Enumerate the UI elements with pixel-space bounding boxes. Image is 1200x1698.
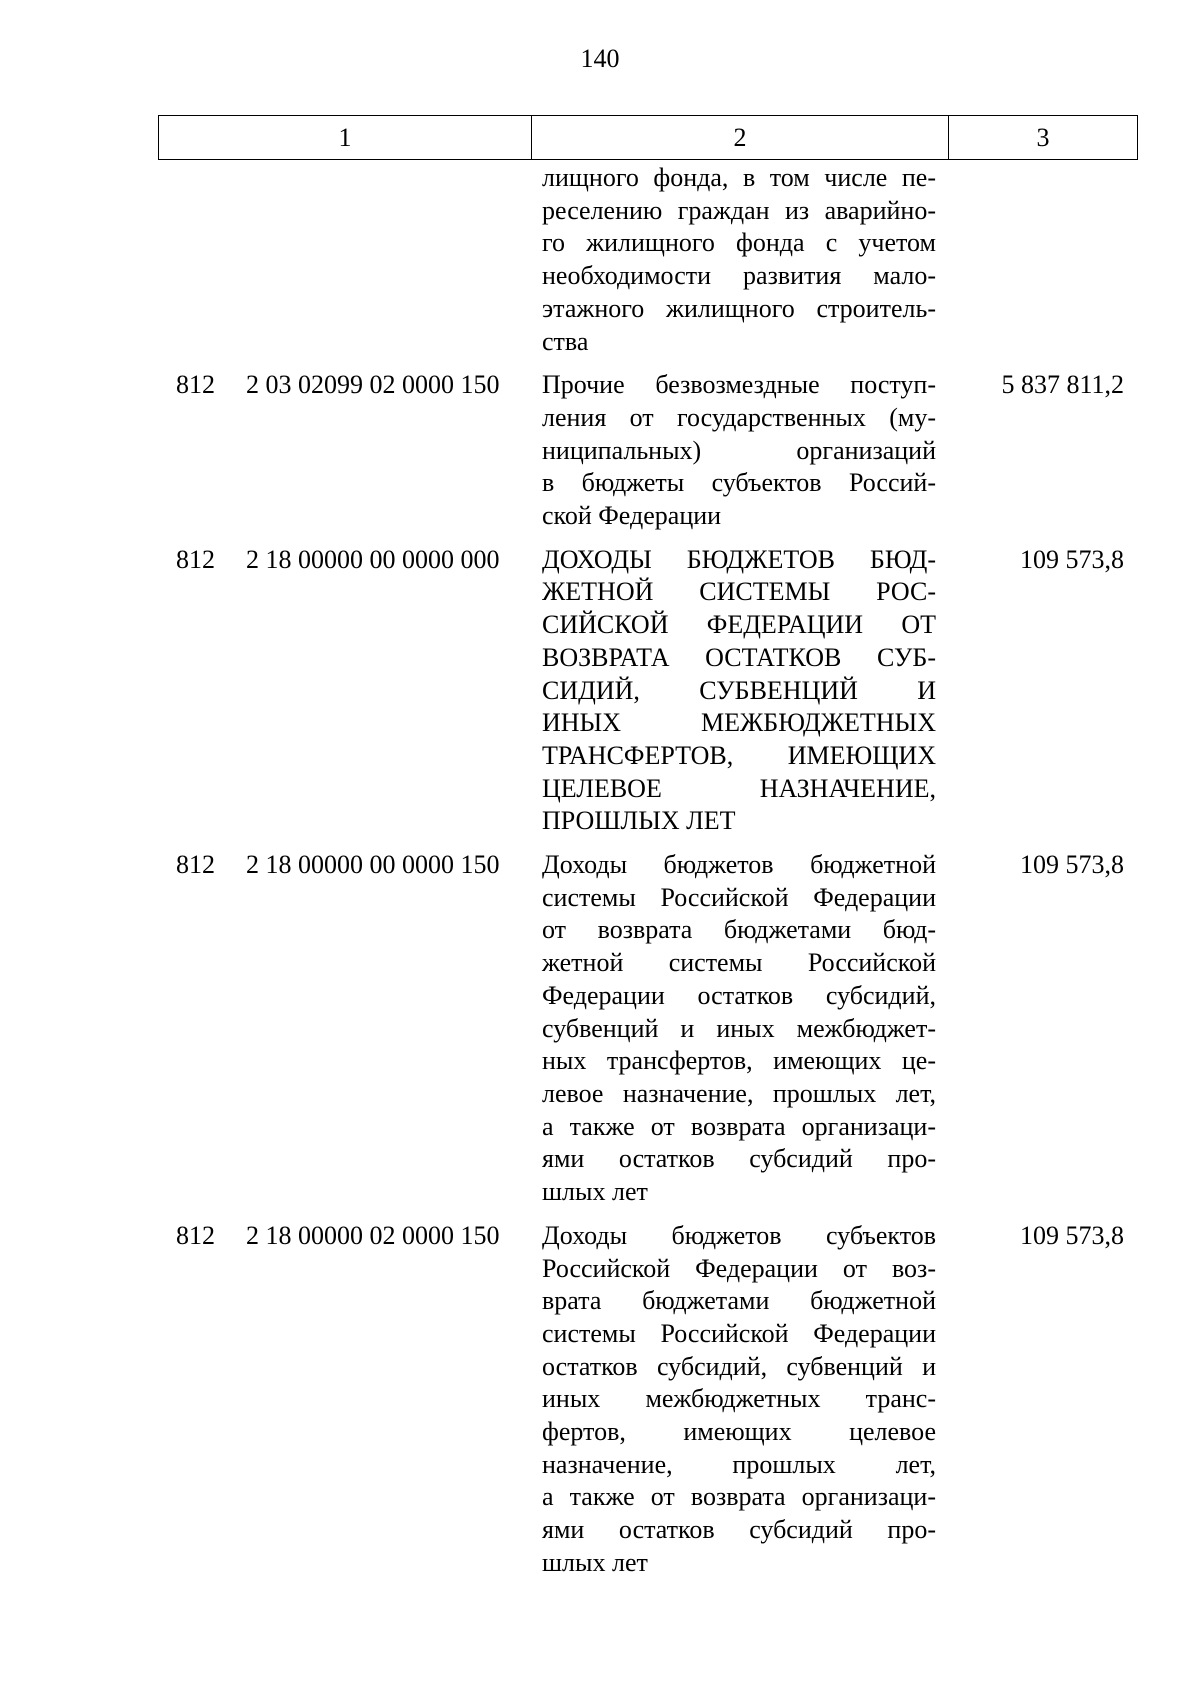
- row-gap: [158, 838, 1134, 849]
- income-name-line: СИДИЙ, СУБВЕНЦИЙ И: [542, 675, 936, 705]
- income-name-line: Доходы бюджетов субъектов: [542, 1220, 936, 1250]
- income-name-line: назначение, прошлых лет,: [542, 1449, 936, 1479]
- income-name-line: ТРАНСФЕРТОВ, ИМЕЮЩИХ: [542, 740, 936, 770]
- income-name-cell: [542, 849, 936, 1209]
- table-header: [158, 115, 1138, 160]
- income-name-line: Федерации остатков субсидий,: [542, 980, 936, 1010]
- income-name-line: а также от возврата организаци-: [542, 1111, 936, 1141]
- income-name-line: системы Российской Федерации: [542, 882, 936, 912]
- table-row: [158, 849, 1134, 1209]
- income-name-line: ЦЕЛЕВОЕ НАЗНАЧЕНИЕ,: [542, 773, 936, 803]
- income-name-cell: [542, 162, 936, 358]
- header-col-3: 3: [949, 116, 1138, 160]
- income-name-line: Российской Федерации от воз-: [542, 1253, 936, 1283]
- income-name-line: ления от государственных (му-: [542, 402, 936, 432]
- income-name-line: в бюджеты субъектов Россий-: [542, 468, 936, 498]
- income-name-line: ных трансфертов, имеющих це-: [542, 1046, 936, 1076]
- admin-code-cell: 812: [176, 544, 215, 574]
- income-name-line: Прочие безвозмездные поступ-: [542, 370, 936, 400]
- header-col-1: 1: [159, 116, 532, 160]
- table-row: [158, 162, 1134, 358]
- income-code-cell: 2 18 00000 00 0000 150: [246, 850, 500, 880]
- admin-code-cell: 812: [176, 370, 215, 400]
- income-name-line: остатков субсидий, субвенций и: [542, 1351, 936, 1381]
- income-name-line: ПРОШЛЫХ ЛЕТ: [542, 806, 736, 836]
- income-name-line: этажного жилищного строитель-: [542, 293, 936, 323]
- admin-code-cell: 812: [176, 850, 215, 880]
- amount-cell: 109 573,8: [1020, 1220, 1124, 1250]
- income-name-line: ями остатков субсидий про-: [542, 1515, 936, 1545]
- income-name-line: субвенций и иных межбюджет-: [542, 1013, 936, 1043]
- income-name-line: реселению граждан из аварийно-: [542, 195, 936, 225]
- income-name-line: фертов, имеющих целевое: [542, 1417, 936, 1447]
- income-name-line: ской Федерации: [542, 501, 722, 531]
- income-name-cell: [542, 544, 936, 838]
- income-name-line: врата бюджетами бюджетной: [542, 1286, 936, 1316]
- table-row: [158, 1220, 1134, 1580]
- income-name-line: Доходы бюджетов бюджетной: [542, 850, 936, 880]
- income-name-line: ДОХОДЫ БЮДЖЕТОВ БЮД-: [542, 544, 936, 574]
- income-name-line: СИЙСКОЙ ФЕДЕРАЦИИ ОТ: [542, 610, 936, 640]
- income-name-line: го жилищного фонда с учетом: [542, 228, 936, 258]
- income-name-line: ЖЕТНОЙ СИСТЕМЫ РОС-: [542, 577, 936, 607]
- income-name-line: системы Российской Федерации: [542, 1318, 936, 1348]
- amount-cell: 5 837 811,2: [1001, 370, 1124, 400]
- income-name-line: ИНЫХ МЕЖБЮДЖЕТНЫХ: [542, 708, 936, 738]
- header-col-2: 2: [532, 116, 949, 160]
- amount-cell: 109 573,8: [1020, 544, 1124, 574]
- income-name-line: жетной системы Российской: [542, 948, 936, 978]
- income-name-line: ниципальных) организаций: [542, 435, 936, 465]
- page-number: 140: [580, 44, 620, 73]
- income-name-cell: [542, 369, 936, 533]
- table-row: [158, 369, 1134, 533]
- income-name-line: необходимости развития мало-: [542, 261, 936, 291]
- income-name-line: левое назначение, прошлых лет,: [542, 1078, 936, 1108]
- table-row: [158, 544, 1134, 838]
- income-name-line: ВОЗВРАТА ОСТАТКОВ СУБ-: [542, 642, 936, 672]
- income-name-line: иных межбюджетных транс-: [542, 1384, 936, 1414]
- row-gap: [158, 358, 1134, 369]
- income-name-line: шлых лет: [542, 1177, 648, 1207]
- table-body: [158, 162, 1134, 1580]
- row-gap: [158, 533, 1134, 544]
- income-code-cell: 2 18 00000 00 0000 000: [246, 544, 500, 574]
- income-name-line: лищного фонда, в том числе пе-: [542, 163, 936, 192]
- income-code-cell: 2 03 02099 02 0000 150: [246, 370, 500, 400]
- header-row: [159, 116, 1138, 160]
- income-name-line: шлых лет: [542, 1547, 648, 1577]
- income-name-line: от возврата бюджетами бюд-: [542, 915, 936, 945]
- income-name-line: ями остатков субсидий про-: [542, 1144, 936, 1174]
- amount-cell: 109 573,8: [1020, 850, 1124, 880]
- row-gap: [158, 1209, 1134, 1220]
- admin-code-cell: 812: [176, 1220, 215, 1250]
- income-name-line: а также от возврата организаци-: [542, 1482, 936, 1512]
- income-name-line: ства: [542, 326, 589, 356]
- income-code-cell: 2 18 00000 02 0000 150: [246, 1220, 500, 1250]
- income-name-cell: [542, 1220, 936, 1580]
